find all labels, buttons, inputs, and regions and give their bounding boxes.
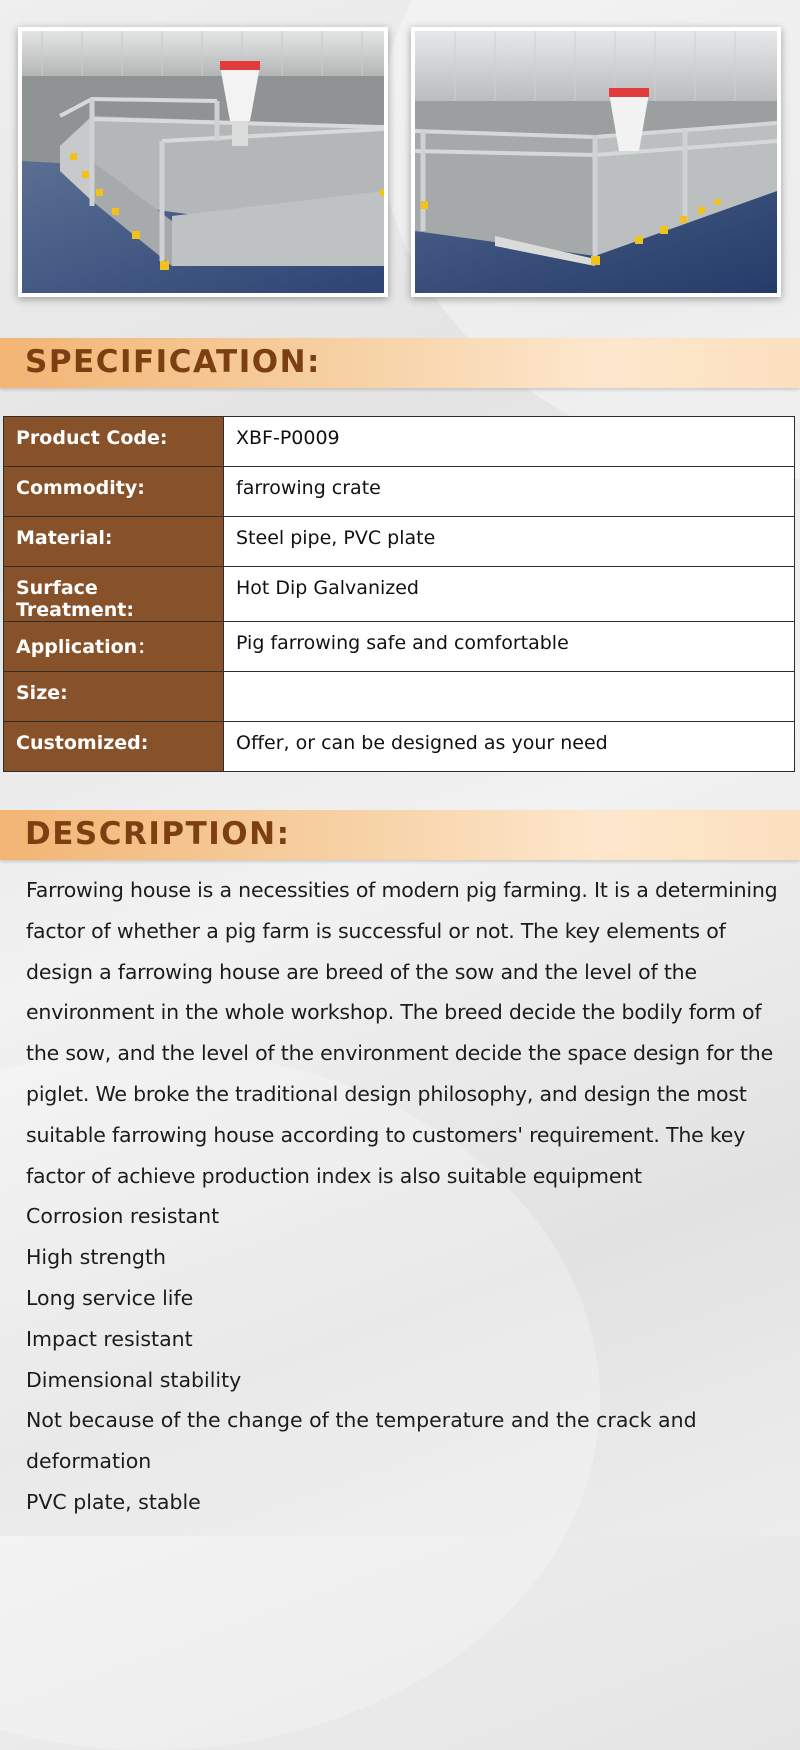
spec-label: Commodity: (4, 467, 224, 517)
farrowing-crate-photo-left (22, 31, 384, 293)
feature-item: Dimensional stability (26, 1367, 242, 1392)
spec-value (224, 672, 795, 722)
description-banner (0, 810, 800, 860)
description-body (26, 870, 792, 1523)
farrowing-crate-photo-right (415, 31, 777, 293)
description-heading: DESCRIPTION: (25, 816, 291, 852)
product-photo-left (18, 27, 388, 297)
spec-label: Customized: (4, 722, 224, 772)
table-row (4, 567, 795, 622)
spec-value: Steel pipe, PVC plate (224, 517, 795, 567)
spec-value: Pig farrowing safe and comfortable (224, 622, 795, 672)
feature-item: Not because of the change of the temperature and the crack and deformation (26, 1408, 697, 1474)
spec-value: Hot Dip Galvanized (224, 567, 795, 622)
table-row (4, 467, 795, 517)
table-row (4, 722, 795, 772)
table-row (4, 672, 795, 722)
spec-label: Application： (4, 622, 224, 672)
spec-label: Material: (4, 517, 224, 567)
spec-value: XBF-P0009 (224, 417, 795, 467)
specification-heading: SPECIFICATION: (25, 344, 321, 380)
feature-item: Corrosion resistant (26, 1204, 220, 1229)
table-row (4, 417, 795, 467)
spec-value: farrowing crate (224, 467, 795, 517)
description-paragraph: Farrowing house is a necessities of modern pig farming. It is a determining factor of whether a pig farm is successful or not. The key elements of design a farrowing house are breed of the sow and the level of the environment in the whole workshop. The breed decide the bodily form of the sow, and the level of the environment decide the space design for the piglet. We broke the traditional design philosophy, and design the most suitable farrowing house according to customers' requirement. The key factor of achieve production index is also suitable equipment (26, 878, 778, 1188)
feature-item: Impact resistant (26, 1326, 193, 1351)
spec-label: Size: (4, 672, 224, 722)
specification-banner (0, 338, 800, 388)
specification-table (3, 416, 795, 772)
spec-label: Product Code: (4, 417, 224, 467)
table-row (4, 517, 795, 567)
product-photo-right (411, 27, 781, 297)
feature-item: PVC plate, stable (26, 1489, 201, 1514)
spec-label: Surface Treatment: (4, 567, 224, 622)
table-row (4, 622, 795, 672)
spec-value: Offer, or can be designed as your need (224, 722, 795, 772)
feature-item: Long service life (26, 1285, 194, 1310)
feature-item: High strength (26, 1245, 166, 1270)
